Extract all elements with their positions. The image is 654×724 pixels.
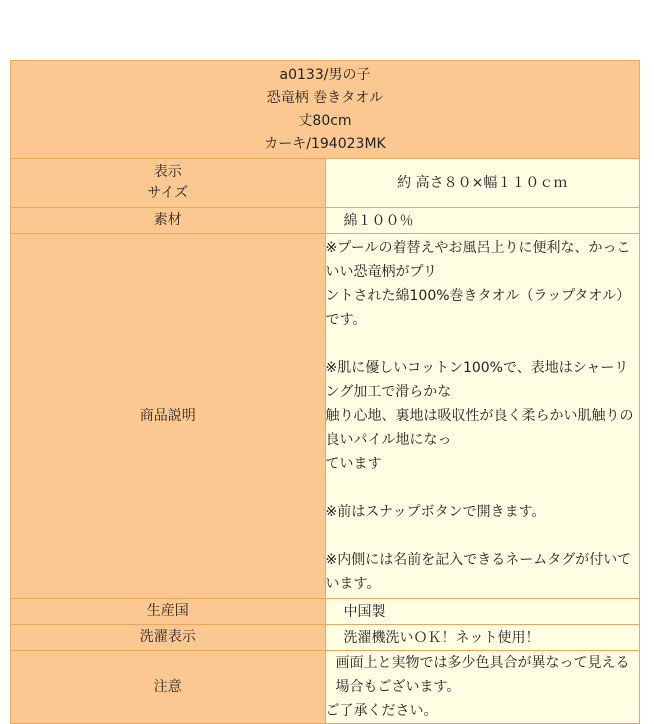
- title-line-color: カーキ/194023MK: [264, 135, 386, 152]
- washing-label: 洗濯表示: [11, 625, 326, 651]
- description-line: ※肌に優しいコットン100%で、表地はシャーリング加工で滑らかな: [325, 360, 629, 400]
- description-line: ※内側には名前を記入できるネームタグが付いています。: [325, 552, 632, 592]
- washing-row: [11, 625, 640, 651]
- description-paragraph: [326, 236, 640, 332]
- product-title: [11, 61, 640, 159]
- origin-value: 中国製: [325, 599, 640, 625]
- description-line: 触り心地、裏地は吸収性が良く柔らかい肌触りの良いパイル地になっ: [325, 408, 634, 448]
- origin-label: 生産国: [11, 599, 326, 625]
- size-label-line-2: サイズ: [147, 185, 189, 201]
- material-value: 綿１００％: [325, 208, 640, 234]
- description-value: [325, 234, 640, 599]
- material-label: 素材: [11, 208, 326, 234]
- description-paragraph: [326, 548, 640, 596]
- size-label: [11, 159, 326, 208]
- description-paragraph: [326, 500, 640, 524]
- description-paragraph: [326, 356, 640, 476]
- description-line: ントされた綿100%巻きタオル（ラップタオル）です。: [325, 288, 631, 328]
- description-row: [11, 234, 640, 599]
- note-value: [325, 651, 640, 724]
- size-row: [11, 159, 640, 208]
- size-value: 約 高さ８０×幅１１０ｃｍ: [325, 159, 640, 208]
- title-line-code: a0133/男の子: [279, 66, 371, 83]
- material-row: [11, 208, 640, 234]
- title-line-name: 恐竜柄 巻きタオル: [266, 89, 384, 106]
- origin-row: [11, 599, 640, 625]
- note-label: 注意: [11, 651, 326, 724]
- washing-value: 洗濯機洗いＯＫ！ネット使用！: [325, 625, 640, 651]
- note-line: ご了承ください。: [325, 703, 438, 719]
- description-line: ています: [325, 456, 382, 472]
- description-line: ※プールの着替えやお風呂上りに便利な、かっこいい恐竜柄がプリ: [325, 240, 631, 280]
- note-row: [11, 651, 640, 724]
- title-line-length: 丈80cm: [298, 112, 352, 129]
- description-label: 商品説明: [11, 234, 326, 599]
- title-row: [11, 61, 640, 159]
- description-line: ※前はスナップボタンで開きます。: [325, 504, 546, 520]
- size-label-line-1: 表示: [153, 164, 182, 180]
- note-line: 画面上と実物では多少色具合が異なって見える場合もございます。: [335, 655, 630, 695]
- product-spec-table: [10, 60, 640, 724]
